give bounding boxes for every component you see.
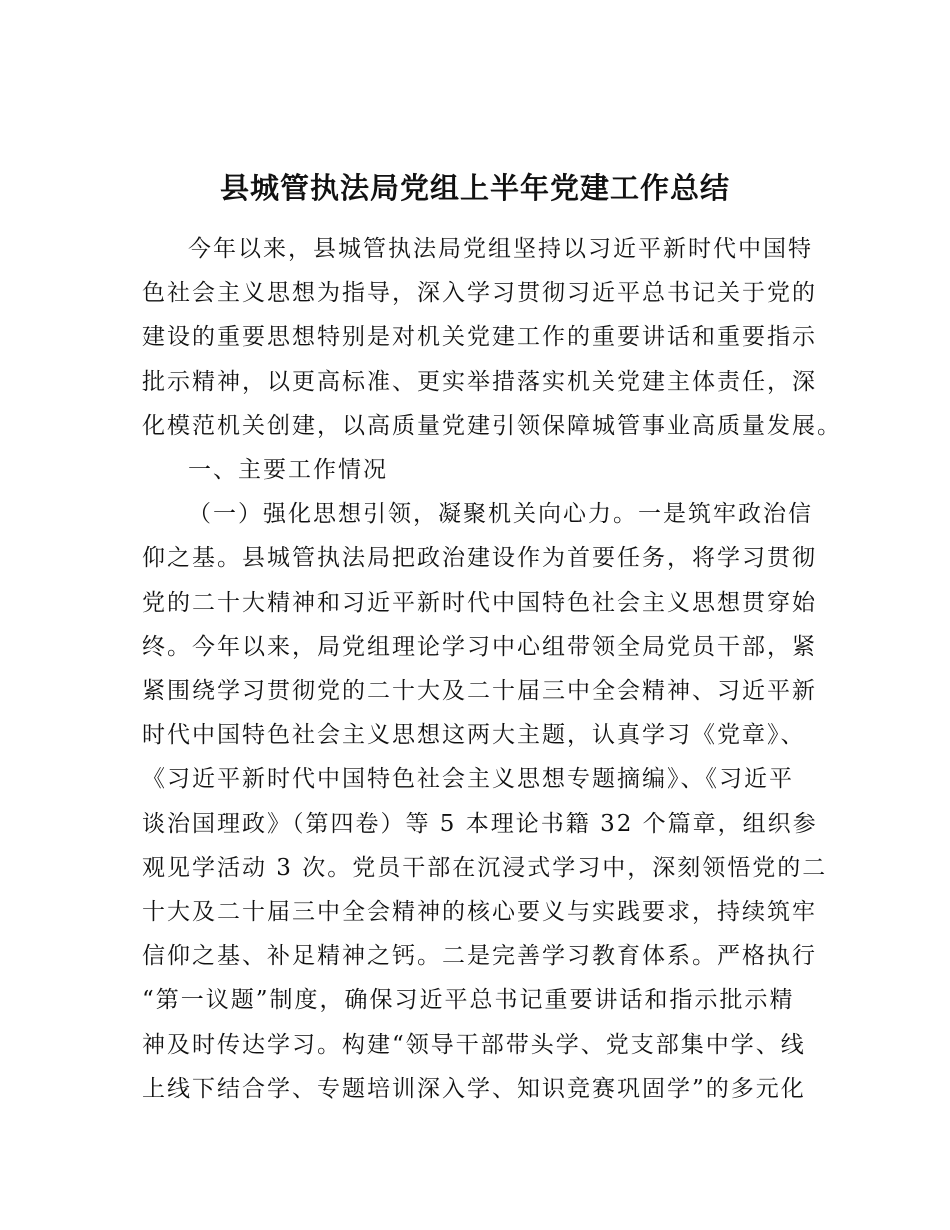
text-line: 十大及二十届三中全会精神的核心要义与实践要求，持续筑牢 [142, 899, 817, 926]
text-line: 批示精神，以更高标准、更实举措落实机关党建主体责任，深 [142, 368, 817, 395]
text-line: （一）强化思想引领，凝聚机关向心力。一是筑牢政治信 [188, 501, 813, 528]
text-line: 建设的重要思想特别是对机关党建工作的重要讲话和重要指示 [142, 324, 817, 351]
text-line: 观见学活动 3 次。党员干部在沉浸式学习中，深刻领悟党的二 [142, 854, 828, 881]
text-line: 紧围绕学习贯彻党的二十大及二十届三中全会精神、习近平新 [142, 678, 817, 705]
text-line: 上线下结合学、专题培训深入学、知识竞赛巩固学”的多元化 [142, 1075, 806, 1102]
text-line: 谈治国理政》（第四卷）等 5 本理论书籍 32 个篇章，组织参 [142, 810, 818, 837]
text-line: 神及时传达学习。构建“领导干部带头学、党支部集中学、线 [142, 1031, 806, 1058]
section1-paragraph [142, 492, 828, 1111]
text-line: 仰之基。县城管执法局把政治建设作为首要任务，将学习贯彻 [142, 545, 817, 572]
intro-paragraph [142, 227, 842, 448]
text-line: 今年以来，县城管执法局党组坚持以习近平新时代中国特 [188, 236, 813, 262]
text-line: 色社会主义思想为指导，深入学习贯彻习近平总书记关于党的 [142, 280, 817, 307]
document-title: 县城管执法局党组上半年党建工作总结 [219, 171, 730, 205]
text-line: 信仰之基、补足精神之钙。二是完善学习教育体系。严格执行 [142, 943, 817, 970]
text-line: 化模范机关创建，以高质量党建引领保障城管事业高质量发展。 [142, 412, 842, 439]
text-line: 《习近平新时代中国特色社会主义思想专题摘编》、《习近平 [142, 766, 794, 793]
section-heading: 一、主要工作情况 [188, 457, 388, 484]
text-line: “第一议题”制度，确保习近平总书记重要讲话和指示批示精 [142, 987, 795, 1014]
text-line: 终。今年以来，局党组理论学习中心组带领全局党员干部，紧 [142, 633, 817, 660]
text-line: 党的二十大精神和习近平新时代中国特色社会主义思想贯穿始 [142, 589, 817, 616]
text-line: 时代中国特色社会主义思想这两大主题，认真学习《党章》、 [142, 722, 806, 749]
document-body [142, 227, 842, 1111]
